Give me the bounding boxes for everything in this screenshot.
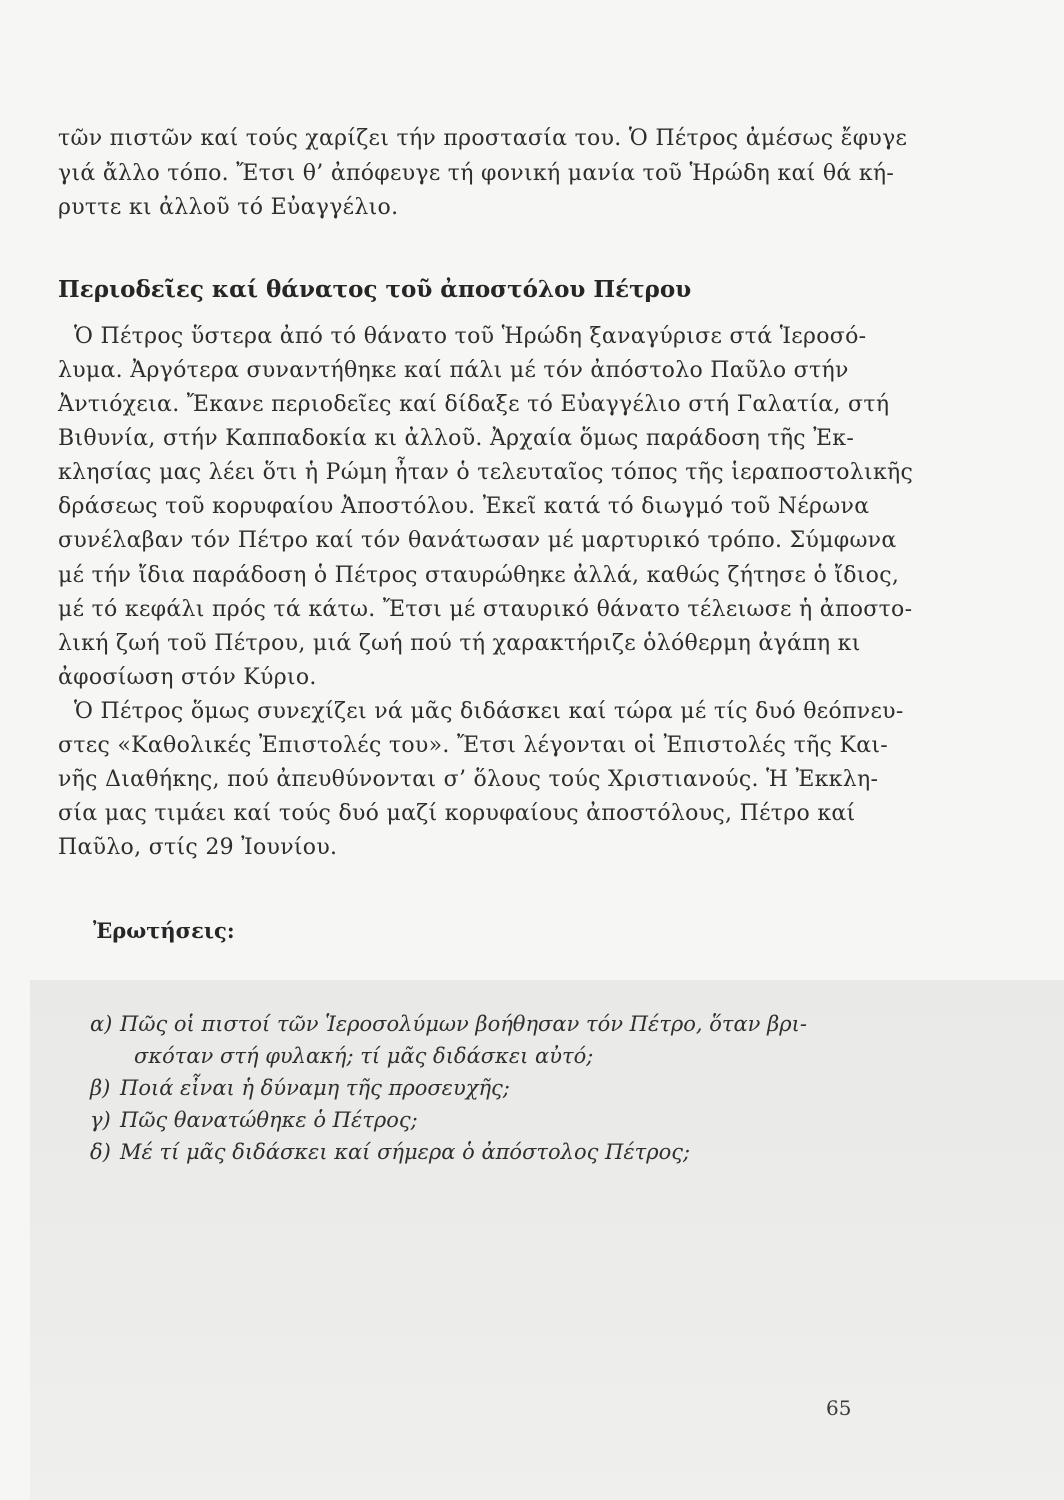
question-item [90,1140,690,1164]
question-marker: α) [90,1012,113,1036]
question-text: Πῶς οἱ πιστοί τῶν Ἱεροσολύμων βοήθησαν τόν Πέτρο, ὅταν βρι- [120,1012,807,1036]
question-item [90,1076,510,1100]
question-item [90,1012,807,1036]
text-line: Βιθυνία, στήν Καππαδοκία κι ἀλλοῦ. Ἀρχαία ὅμως παράδοση τῆς Ἐκ- [58,426,855,451]
question-text: Ποιά εἶναι ἡ δύναμη τῆς προσευχῆς; [120,1076,510,1100]
text-line: γιά ἄλλο τόπο. Ἔτσι θ’ ἀπόφευγε τή φονική μανία τοῦ Ἡρώδη καί θά κή- [58,161,895,186]
text-line: κλησίας μας λέει ὅτι ἡ Ρώμη ἦταν ὁ τελευταῖος τόπος τῆς ἱεραποστολικῆς [58,460,914,485]
text-line: Ὁ Πέτρος ὕστερα ἀπό τό θάνατο τοῦ Ἡρώδη ξαναγύρισε στά Ἱεροσό- [74,324,867,349]
question-item [90,1108,418,1132]
text-line: λική ζωή τοῦ Πέτρου, μιά ζωή πού τή χαρακτήριζε ὁλόθερμη ἀγάπη κι [58,631,861,656]
question-continuation: σκόταν στή φυλακή; τί μᾶς διδάσκει αὐτό; [134,1044,594,1068]
text-line: μέ τήν ἴδια παράδοση ὁ Πέτρος σταυρώθηκε ἀλλά, καθώς ζήτησε ὁ ἴδιος, [58,563,900,588]
questions-heading: Ἐρωτήσεις: [93,918,235,943]
text-line: ρυττε κι ἀλλοῦ τό Εὐαγγέλιο. [58,195,399,220]
question-marker: β) [90,1076,111,1100]
question-text: Μέ τί μᾶς διδάσκει καί σήμερα ὁ ἀπόστολος Πέτρος; [120,1140,691,1164]
text-line: σία μας τιμάει καί τούς δυό μαζί κορυφαίους ἀποστόλους, Πέτρο καί [58,801,856,826]
page-number: 65 [826,1396,852,1420]
text-line: λυμα. Ἀργότερα συναντήθηκε καί πάλι μέ τόν ἀπόστολο Παῦλο στήν [58,358,849,383]
text-line: Ὁ Πέτρος ὅμως συνεχίζει νά μᾶς διδάσκει καί τώρα μέ τίς δυό θεόπνευ- [74,699,904,724]
text-line: Ἀντιόχεια. Ἔκανε περιοδεῖες καί δίδαξε τό Εὐαγγέλιο στή Γαλατία, στή [58,392,890,417]
text-line: νῆς Διαθήκης, πού ἀπευθύνονται σ’ ὅλους τούς Χριστιανούς. Ἡ Ἐκκλη- [58,767,879,792]
text-line: τῶν πιστῶν καί τούς χαρίζει τήν προστασία του. Ὁ Πέτρος ἀμέσως ἔφυγε [58,126,908,151]
question-marker: γ) [90,1108,111,1132]
text-line: ἀφοσίωση στόν Κύριο. [58,665,317,690]
text-line: στες «Καθολικές Ἐπιστολές του». Ἔτσι λέγονται οἱ Ἐπιστολές τῆς Και- [58,733,889,758]
text-line: συνέλαβαν τόν Πέτρο καί τόν θανάτωσαν μέ μαρτυρικό τρόπο. Σύμφωνα [58,528,897,553]
text-line: δράσεως τοῦ κορυφαίου Ἀποστόλου. Ἐκεῖ κατά τό διωγμό τοῦ Νέρωνα [58,494,870,519]
section-heading: Περιοδεῖες καί θάνατος τοῦ ἀποστόλου Πέτρου [58,276,692,303]
text-line: μέ τό κεφάλι πρός τά κάτω. Ἔτσι μέ σταυρικό θάνατο τέλειωσε ἡ ἀποστο- [58,597,913,622]
question-text: Πῶς θανατώθηκε ὁ Πέτρος; [120,1108,418,1132]
text-line: Παῦλο, στίς 29 Ἰουνίου. [58,835,338,860]
question-marker: δ) [90,1140,111,1164]
